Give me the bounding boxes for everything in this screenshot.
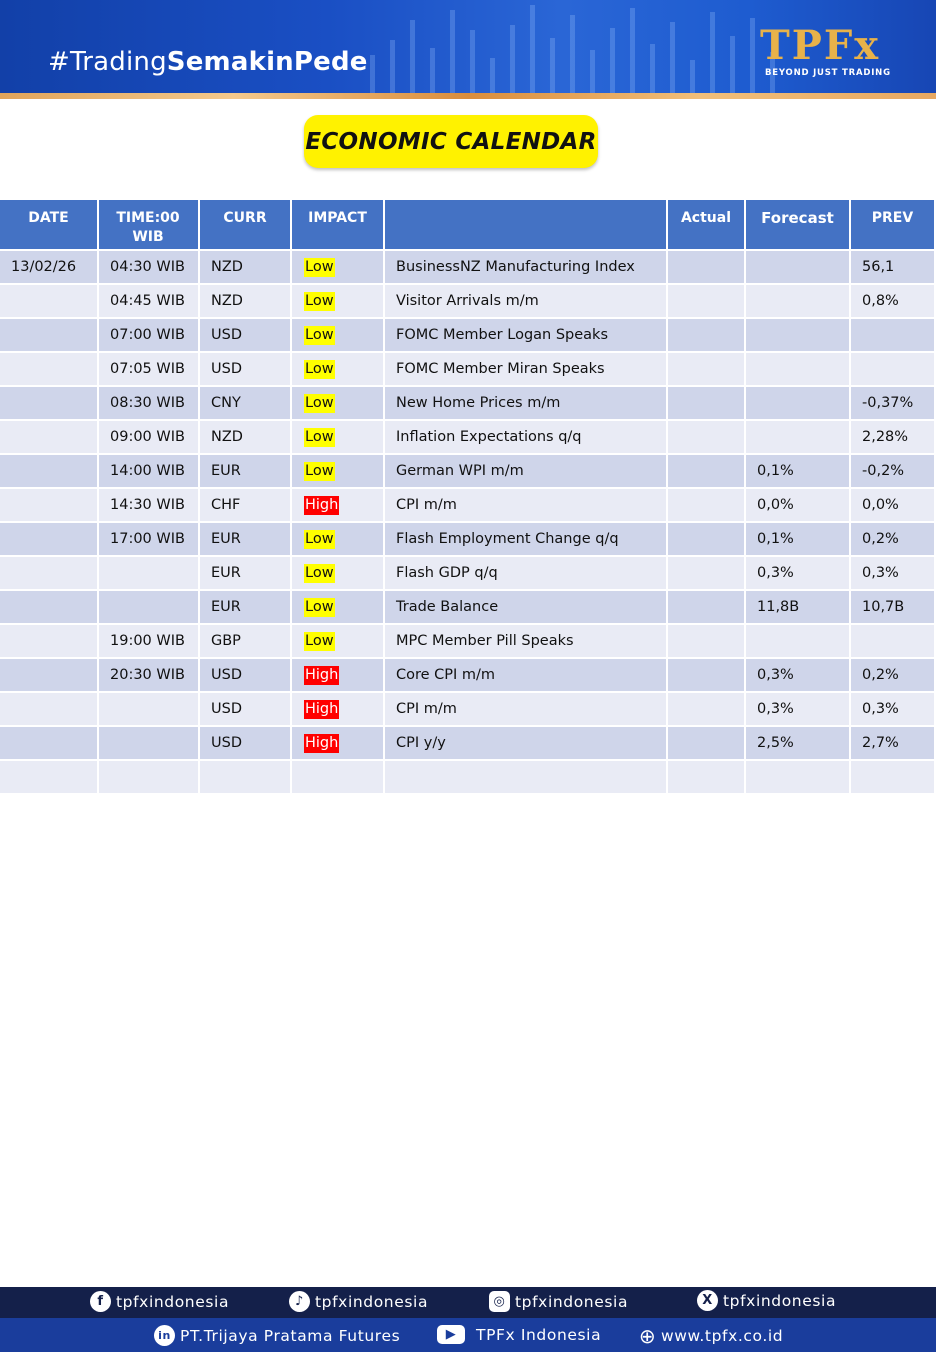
table-row [0,557,934,589]
column-header-actual: Actual [668,200,744,249]
table-row [0,387,934,419]
cell-time [99,693,198,725]
tiktok-icon: ♪ [289,1291,310,1312]
cell-prev: -0,2% [851,455,934,487]
cell-currency: USD [200,693,290,725]
cell-currency: CNY [200,387,290,419]
cell-event: Trade Balance [385,591,666,623]
cell-time: 08:30 WIB [99,387,198,419]
cell-event: BusinessNZ Manufacturing Index [385,251,666,283]
cell-date [0,523,97,555]
cell-impact [292,523,383,555]
cell-forecast: 2,5% [746,727,849,759]
impact-badge: Low [305,598,334,615]
cell-prev: -0,37% [851,387,934,419]
cell-currency: USD [200,727,290,759]
cell-date [0,387,97,419]
table-header-row [0,200,934,249]
cell-forecast [746,387,849,419]
cell-forecast [746,285,849,317]
cell-actual [668,353,744,385]
cell-prev: 0,3% [851,557,934,589]
cell-forecast: 0,3% [746,659,849,691]
table-row [0,625,934,657]
cell-currency: USD [200,353,290,385]
youtube-icon: ▶ [437,1325,465,1344]
economic-calendar-table [0,198,936,795]
impact-badge: Low [305,564,334,581]
column-header-event [385,200,666,249]
cell-prev [851,353,934,385]
social-handle: tpfxindonesia [723,1291,837,1310]
impact-badge: High [305,496,339,513]
cell-time: 04:45 WIB [99,285,198,317]
cell-impact [292,285,383,317]
social-handle: tpfxindonesia [515,1292,629,1311]
hashtag-slogan [48,47,368,77]
social-handle: tpfxindonesia [116,1292,230,1311]
cell-forecast: 11,8B [746,591,849,623]
cell-prev: 0,2% [851,659,934,691]
cell-event: Flash Employment Change q/q [385,523,666,555]
table-row [0,421,934,453]
cell-impact [292,353,383,385]
globe-icon: ⊕ [638,1323,657,1348]
table-row [0,251,934,283]
cell-prev: 2,28% [851,421,934,453]
cell-currency: EUR [200,523,290,555]
cell-date [0,693,97,725]
cell-event [385,761,666,793]
cell-actual [668,591,744,623]
cell-prev: 0,8% [851,285,934,317]
cell-date [0,557,97,589]
cell-date [0,761,97,793]
hashtag-bold: SemakinPede [166,47,368,77]
cell-forecast: 0,1% [746,455,849,487]
logo-tagline: BEYOND JUST TRADING [765,68,891,78]
cell-date [0,625,97,657]
cell-forecast [746,319,849,351]
cell-impact [292,625,383,657]
cell-event: CPI m/m [385,693,666,725]
cell-event: German WPI m/m [385,455,666,487]
cell-currency: USD [200,319,290,351]
chart-decoration [360,0,790,95]
company-name: PT.Trijaya Pratama Futures [180,1326,401,1345]
cell-impact [292,489,383,521]
cell-event: Visitor Arrivals m/m [385,285,666,317]
cell-time: 19:00 WIB [99,625,198,657]
cell-event: FOMC Member Miran Speaks [385,353,666,385]
cell-currency: USD [200,659,290,691]
table-row [0,659,934,691]
header-banner [0,0,936,95]
instagram-icon: ◎ [489,1291,510,1312]
cell-forecast: 0,3% [746,693,849,725]
cell-forecast [746,251,849,283]
cell-date [0,353,97,385]
table-row [0,319,934,351]
cell-forecast [746,625,849,657]
cell-prev [851,319,934,351]
impact-badge: Low [305,258,334,275]
cell-time: 17:00 WIB [99,523,198,555]
cell-currency: NZD [200,251,290,283]
cell-time: 07:05 WIB [99,353,198,385]
cell-impact [292,421,383,453]
table-row [0,353,934,385]
table-row [0,693,934,725]
table-row [0,455,934,487]
impact-badge: High [305,734,339,751]
cell-actual [668,251,744,283]
cell-currency: NZD [200,285,290,317]
cell-event: FOMC Member Logan Speaks [385,319,666,351]
cell-impact [292,387,383,419]
cell-currency: EUR [200,455,290,487]
cell-actual [668,727,744,759]
cell-impact [292,319,383,351]
cell-date [0,319,97,351]
table-row [0,761,934,793]
cell-impact [292,557,383,589]
cell-prev: 0,3% [851,693,934,725]
calendar-title: ECONOMIC CALENDAR [305,128,597,155]
cell-time: 14:00 WIB [99,455,198,487]
hashtag-prefix: #Trading [48,47,167,77]
impact-badge: Low [305,292,334,309]
cell-actual [668,523,744,555]
cell-currency: CHF [200,489,290,521]
cell-prev: 0,2% [851,523,934,555]
cell-time: 20:30 WIB [99,659,198,691]
cell-event: MPC Member Pill Speaks [385,625,666,657]
cell-currency: GBP [200,625,290,657]
calendar-title-badge [304,115,598,168]
cell-impact [292,591,383,623]
column-header-time [99,200,198,249]
cell-actual [668,319,744,351]
youtube-channel: TPFx Indonesia [476,1325,602,1344]
cell-event: CPI y/y [385,727,666,759]
cell-event: New Home Prices m/m [385,387,666,419]
cell-impact [292,693,383,725]
logo-wordmark: TPFx [760,22,881,69]
cell-actual [668,285,744,317]
impact-badge: High [305,666,339,683]
social-handle: tpfxindonesia [315,1292,429,1311]
cell-actual [668,489,744,521]
cell-event: Flash GDP q/q [385,557,666,589]
cell-event: CPI m/m [385,489,666,521]
cell-actual [668,693,744,725]
cell-forecast [746,421,849,453]
cell-time: 09:00 WIB [99,421,198,453]
cell-prev [851,625,934,657]
cell-actual [668,557,744,589]
cell-date [0,421,97,453]
cell-currency: EUR [200,557,290,589]
linkedin-icon: in [154,1325,175,1346]
social-youtube[interactable] [437,1325,601,1344]
cell-forecast [746,761,849,793]
impact-badge: Low [305,360,334,377]
cell-forecast [746,353,849,385]
cell-time [99,557,198,589]
cell-date: 13/02/26 [0,251,97,283]
table-body [0,251,934,793]
cell-date [0,285,97,317]
cell-currency: NZD [200,421,290,453]
impact-badge: Low [305,326,334,343]
cell-impact [292,251,383,283]
column-header-date: DATE [0,200,97,249]
table-row [0,489,934,521]
cell-prev [851,761,934,793]
cell-currency: EUR [200,591,290,623]
cell-event: Inflation Expectations q/q [385,421,666,453]
footer-social-row [0,1287,936,1318]
cell-time: 07:00 WIB [99,319,198,351]
impact-badge: Low [305,462,334,479]
website-url: www.tpfx.co.id [661,1326,784,1345]
cell-actual [668,421,744,453]
cell-forecast: 0,0% [746,489,849,521]
cell-time [99,727,198,759]
cell-date [0,489,97,521]
social-instagram[interactable] [489,1291,628,1312]
facebook-icon: f [90,1291,111,1312]
social-facebook[interactable] [90,1291,229,1312]
cell-impact [292,659,383,691]
table-row [0,591,934,623]
impact-badge: Low [305,394,334,411]
x-icon: X [697,1290,718,1311]
cell-prev: 0,0% [851,489,934,521]
cell-prev: 10,7B [851,591,934,623]
cell-date [0,591,97,623]
cell-date [0,659,97,691]
cell-prev: 56,1 [851,251,934,283]
cell-date [0,455,97,487]
cell-forecast: 0,3% [746,557,849,589]
social-x[interactable] [697,1290,836,1311]
cell-actual [668,659,744,691]
cell-impact [292,761,383,793]
cell-actual [668,625,744,657]
cell-actual [668,387,744,419]
gold-stripe [0,93,936,99]
cell-forecast: 0,1% [746,523,849,555]
cell-impact [292,455,383,487]
social-linkedin[interactable] [154,1325,400,1346]
cell-time: 14:30 WIB [99,489,198,521]
column-header-impact: IMPACT [292,200,383,249]
column-header-currency: CURR [200,200,290,249]
table-row [0,523,934,555]
footer-contact-row [0,1318,936,1352]
column-header-time-label: TIME:00 WIB [116,210,180,245]
table-row [0,727,934,759]
brand-logo [760,24,900,80]
cell-prev: 2,7% [851,727,934,759]
cell-actual [668,455,744,487]
table-row [0,285,934,317]
cell-time [99,591,198,623]
impact-badge: High [305,700,339,717]
cell-date [0,727,97,759]
cell-impact [292,727,383,759]
cell-time: 04:30 WIB [99,251,198,283]
website-link[interactable] [637,1325,783,1346]
social-tiktok[interactable] [289,1291,428,1312]
footer [0,1287,936,1352]
cell-event: Core CPI m/m [385,659,666,691]
cell-currency [200,761,290,793]
impact-badge: Low [305,530,334,547]
column-header-forecast: Forecast [746,200,849,249]
impact-badge: Low [305,632,334,649]
cell-time [99,761,198,793]
impact-badge: Low [305,428,334,445]
cell-actual [668,761,744,793]
column-header-prev: PREV [851,200,934,249]
